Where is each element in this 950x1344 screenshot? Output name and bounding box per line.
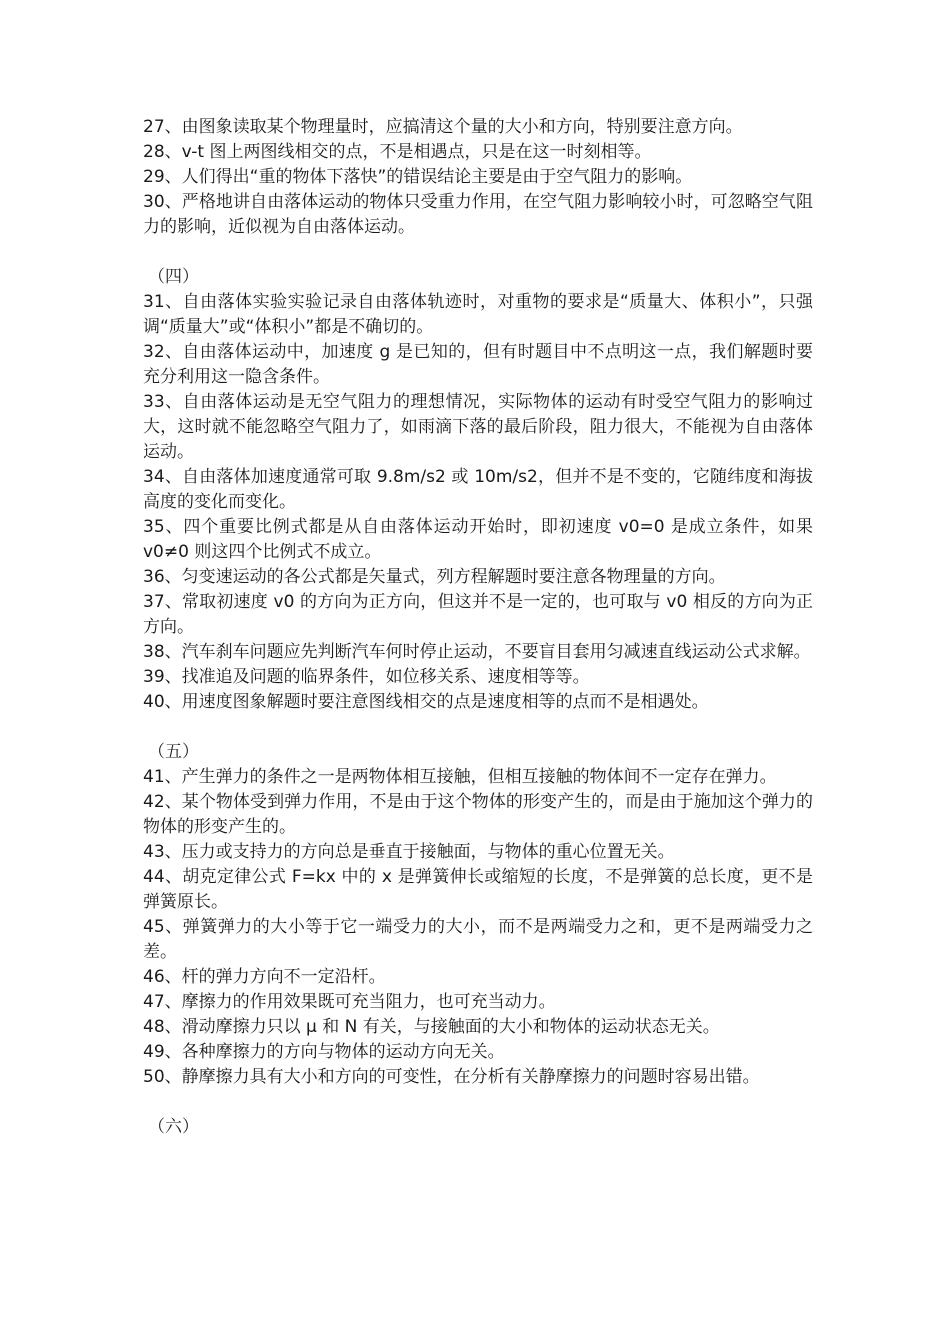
- section-heading-4: （四）: [148, 267, 199, 287]
- item-27: 27、由图象读取某个物理量时，应搞清这个量的大小和方向，特别要注意方向。: [143, 117, 743, 137]
- item-48: 48、滑动摩擦力只以 μ 和 N 有关，与接触面的大小和物体的运动状态无关。: [143, 1017, 720, 1037]
- spacer: [143, 715, 813, 740]
- spacer: [143, 1090, 813, 1115]
- item-47: 47、摩擦力的作用效果既可充当阻力，也可充当动力。: [143, 992, 556, 1012]
- section-heading-6: （六）: [148, 1117, 199, 1137]
- item-46: 46、杆的弹力方向不一定沿杆。: [143, 967, 386, 987]
- item-38: 38、汽车刹车问题应先判断汽车何时停止运动，不要盲目套用匀减速直线运动公式求解。: [143, 642, 811, 662]
- item-36: 36、匀变速运动的各公式都是矢量式，列方程解题时要注意各物理量的方向。: [143, 567, 726, 587]
- item-40: 40、用速度图象解题时要注意图线相交的点是速度相等的点而不是相遇处。: [143, 692, 709, 712]
- item-37: 37、常取初速度 v0 的方向为正方向，但这并不是一定的，也可取与 v0 相反的方向为正方向。: [143, 592, 813, 637]
- item-42: 42、某个物体受到弹力作用，不是由于这个物体的形变产生的，而是由于施加这个弹力的物体的形变产生的。: [143, 792, 813, 837]
- item-43: 43、压力或支持力的方向总是垂直于接触面，与物体的重心位置无关。: [143, 842, 675, 862]
- item-41: 41、产生弹力的条件之一是两物体相互接触，但相互接触的物体间不一定存在弹力。: [143, 767, 777, 787]
- item-34: 34、自由落体加速度通常可取 9.8m/s2 或 10m/s2，但并不是不变的，它随纬度和海拔高度的变化而变化。: [143, 467, 813, 512]
- item-49: 49、各种摩擦力的方向与物体的运动方向无关。: [143, 1042, 505, 1062]
- item-39: 39、找准追及问题的临界条件，如位移关系、速度相等等。: [143, 667, 590, 687]
- item-31: 31、自由落体实验实验记录自由落体轨迹时，对重物的要求是“质量大、体积小”，只强调“质量大”或“体积小”都是不确切的。: [143, 292, 813, 337]
- spacer: [143, 240, 813, 265]
- item-35: 35、四个重要比例式都是从自由落体运动开始时，即初速度 v0=0 是成立条件，如果 v0≠0 则这四个比例式不成立。: [143, 517, 813, 562]
- item-44: 44、胡克定律公式 F=kx 中的 x 是弹簧伸长或缩短的长度，不是弹簧的总长度，更不是弹簧原长。: [143, 867, 813, 912]
- item-28: 28、v-t 图上两图线相交的点，不是相遇点，只是在这一时刻相等。: [143, 142, 652, 162]
- item-32: 32、自由落体运动中，加速度 g 是已知的，但有时题目中不点明这一点，我们解题时要充分利用这一隐含条件。: [143, 342, 813, 387]
- item-45: 45、弹簧弹力的大小等于它一端受力的大小，而不是两端受力之和，更不是两端受力之差。: [143, 917, 813, 962]
- item-50: 50、静摩擦力具有大小和方向的可变性，在分析有关静摩擦力的问题时容易出错。: [143, 1067, 760, 1087]
- item-30: 30、严格地讲自由落体运动的物体只受重力作用，在空气阻力影响较小时，可忽略空气阻力的影响，近似视为自由落体运动。: [143, 192, 813, 237]
- section-heading-5: （五）: [148, 742, 199, 762]
- item-33: 33、自由落体运动是无空气阻力的理想情况，实际物体的运动有时受空气阻力的影响过大，这时就不能忽略空气阻力了，如雨滴下落的最后阶段，阻力很大，不能视为自由落体运动。: [143, 392, 813, 462]
- document-page: [143, 115, 813, 1140]
- item-29: 29、人们得出“重的物体下落快”的错误结论主要是由于空气阻力的影响。: [143, 167, 693, 187]
